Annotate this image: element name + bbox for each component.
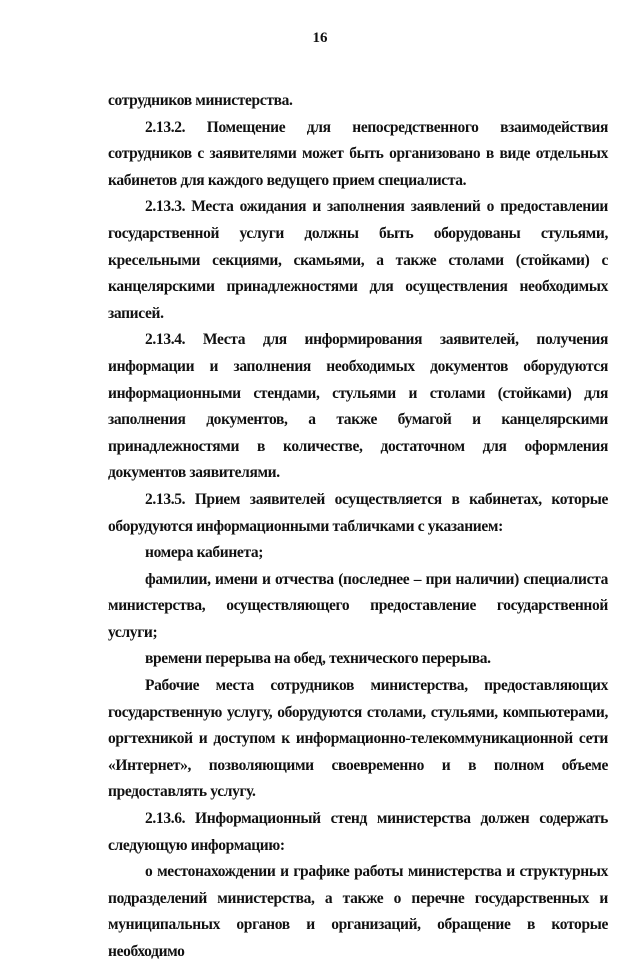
page-number: 16 [312, 30, 328, 46]
paragraph-2-13-5: 2.13.5. Прием заявителей осуществляется в кабинетах, которые оборудуются информационными табличками с указанием: [108, 490, 608, 535]
paragraph-2-13-4: 2.13.4. Места для информирования заявителей, получения информации и заполнения необходимых документов оборудуются информационными стендами, стульями и столами (стойками) для заполнения документов, а также бумагой и канцелярскими принадлежностями в количестве, достаточном для оформления документов заявителями. [108, 331, 608, 482]
list-item-break-time: времени перерыва на обед, технического перерыва. [145, 650, 491, 668]
paragraph-2-13-3: 2.13.3. Места ожидания и заполнения заявлений о предоставлении государственной услуги должны быть оборудованы стульями, кресельными секциями, скамьями, а также столами (стойками) с канцелярскими принадлежностями для осуществления необходимых записей. [108, 198, 608, 322]
list-item-location-schedule: о местонахождении и графике работы министерства и структурных подразделений министерства, а также о перечне государственных и муниципальных органов и организаций, обращение в которые необходимо [108, 863, 608, 960]
paragraph-workplaces: Рабочие места сотрудников министерства, предоставляющих государственную услугу, оборудуются столами, стульями, компьютерами, оргтехникой и доступом к информационно-телекоммуникационной сети «Интернет», позволяющими своевременно и в полном объеме предоставлять услугу. [108, 677, 608, 801]
body-text [108, 88, 608, 966]
paragraph-2-13-2: 2.13.2. Помещение для непосредственного взаимодействия сотрудников с заявителями может быть организовано в виде отдельных кабинетов для каждого ведущего прием специалиста. [108, 118, 608, 189]
list-item-room-number: номера кабинета; [145, 544, 264, 562]
list-item-specialist-name: фамилии, имени и отчества (последнее – при наличии) специалиста министерства, осуществляющего предоставление государственной услуги; [108, 570, 608, 641]
paragraph-continuation: сотрудников министерства. [108, 92, 293, 109]
paragraph-2-13-6: 2.13.6. Информационный стенд министерства должен содержать следующую информацию: [108, 810, 608, 854]
